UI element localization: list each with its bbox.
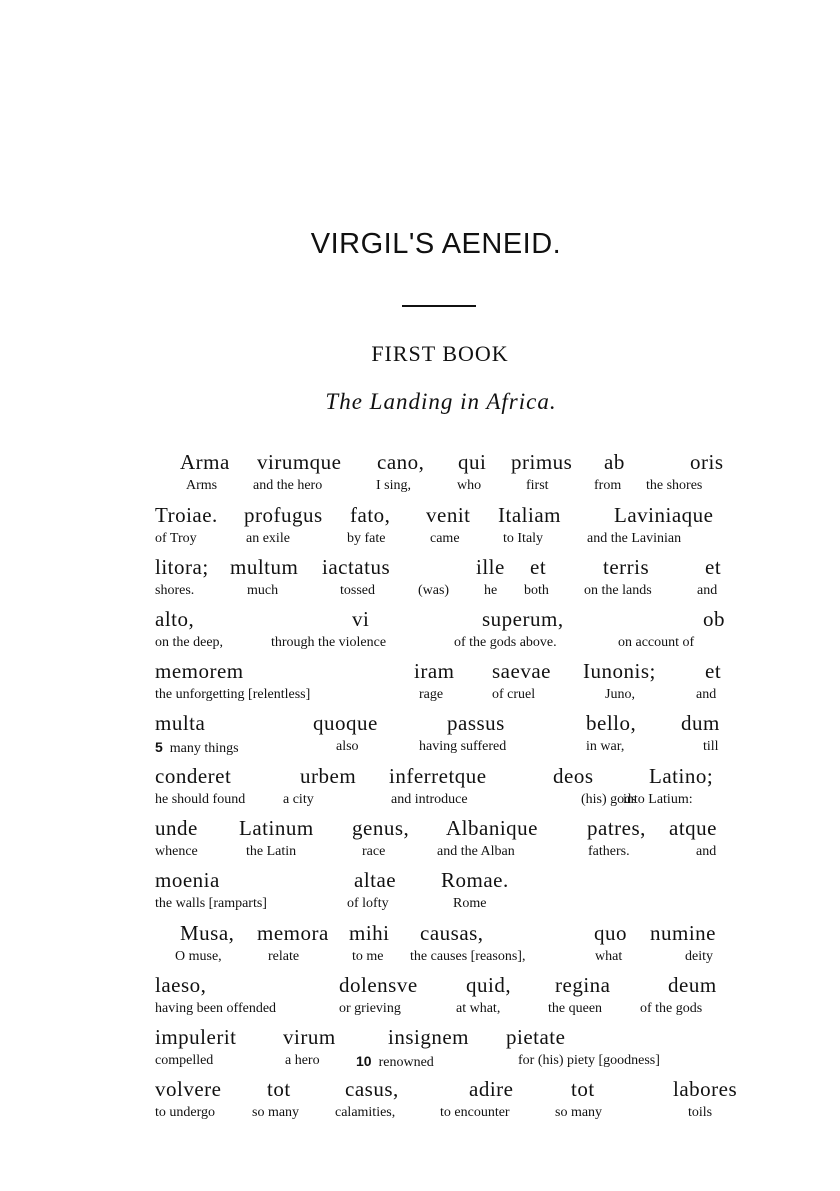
english-gloss: tossed xyxy=(340,583,375,598)
verse-line-11 xyxy=(0,973,840,1023)
latin-word-passus: passus xyxy=(447,711,505,735)
english-gloss: much xyxy=(247,583,279,598)
latin-word-latinum: Latinum xyxy=(239,816,314,840)
english-gloss: I sing, xyxy=(376,478,411,493)
english-gloss: whence xyxy=(155,844,198,859)
verse-line-7 xyxy=(0,764,840,814)
english-gloss: and xyxy=(696,844,717,859)
latin-word-qui: qui xyxy=(458,450,487,474)
english-gloss: Juno, xyxy=(605,687,635,702)
latin-word-iram: iram xyxy=(414,659,455,683)
english-gloss: also xyxy=(336,739,359,754)
latin-word-et: et xyxy=(530,555,547,579)
english-gloss: to me xyxy=(352,949,384,964)
latin-word-memora: memora xyxy=(257,921,329,945)
latin-word-moenia: moenia xyxy=(155,868,220,892)
section-subtitle: The Landing in Africa. xyxy=(325,389,557,414)
english-gloss: came xyxy=(430,531,460,546)
english-gloss: shores. xyxy=(155,583,195,598)
latin-word-altae: altae xyxy=(354,868,397,892)
english-gloss: an exile xyxy=(246,531,290,546)
latin-word-primus: primus xyxy=(511,450,573,474)
english-gloss: through the violence xyxy=(271,635,387,650)
latin-word-terris: terris xyxy=(603,555,650,579)
latin-word-impulerit: impulerit xyxy=(155,1025,237,1049)
english-gloss: of the gods xyxy=(640,1001,703,1016)
english-gloss: to undergo xyxy=(155,1105,216,1120)
english-gloss: and the Alban xyxy=(437,844,515,859)
english-gloss: what xyxy=(595,949,623,964)
latin-word-profugus: profugus xyxy=(244,503,323,527)
english-gloss: on the deep, xyxy=(155,635,224,650)
english-gloss: (his) gods xyxy=(581,792,637,807)
english-gloss: he should found xyxy=(155,792,246,807)
english-gloss: of cruel xyxy=(492,687,536,702)
verse-line-6 xyxy=(0,711,840,761)
english-gloss: from xyxy=(594,478,622,493)
english-gloss: the Latin xyxy=(246,844,297,859)
english-gloss-text: many things xyxy=(169,741,239,756)
english-gloss: on account of xyxy=(618,635,695,650)
english-gloss: calamities, xyxy=(335,1105,396,1120)
verse-line-9 xyxy=(0,868,840,918)
english-gloss: till xyxy=(703,739,719,754)
latin-word-unde: unde xyxy=(155,816,198,840)
english-gloss: both xyxy=(524,583,549,598)
english-gloss: of the gods above. xyxy=(454,635,557,650)
english-gloss: the queen xyxy=(548,1001,603,1016)
english-gloss: first xyxy=(526,478,549,493)
latin-word-insignem: insignem xyxy=(388,1025,469,1049)
english-gloss: of lofty xyxy=(347,896,389,911)
english-gloss: and xyxy=(696,687,717,702)
english-gloss: a hero xyxy=(285,1053,320,1068)
latin-word-atque: atque xyxy=(669,816,717,840)
page-title: VIRGIL'S AENEID. xyxy=(310,228,562,260)
latin-word-inferretque: inferretque xyxy=(389,764,487,788)
latin-word-deum: deum xyxy=(668,973,717,997)
verse-line-5 xyxy=(0,659,840,709)
latin-word-bello: bello, xyxy=(586,711,637,735)
latin-word-oris: oris xyxy=(690,450,724,474)
english-gloss: Arms xyxy=(186,478,218,493)
english-gloss: to Italy xyxy=(503,531,544,546)
english-gloss: for (his) piety [goodness] xyxy=(518,1053,660,1068)
english-gloss: and xyxy=(697,583,718,598)
latin-word-iactatus: iactatus xyxy=(322,555,391,579)
latin-word-venit: venit xyxy=(426,503,471,527)
english-gloss: (was) xyxy=(418,583,450,598)
latin-word-saevae: saevae xyxy=(492,659,551,683)
latin-word-cano: cano, xyxy=(377,450,425,474)
latin-word-superum: superum, xyxy=(482,607,564,631)
title-divider xyxy=(402,305,476,307)
english-gloss: deity xyxy=(685,949,713,964)
latin-word-quid: quid, xyxy=(466,973,512,997)
english-gloss: the causes [reasons], xyxy=(410,949,526,964)
english-gloss: relate xyxy=(268,949,300,964)
latin-word-laviniaque: Laviniaque xyxy=(614,503,714,527)
english-gloss: so many xyxy=(252,1105,300,1120)
latin-word-ab: ab xyxy=(604,450,625,474)
english-gloss: he xyxy=(484,583,498,598)
verse-line-4 xyxy=(0,607,840,657)
english-gloss: the shores xyxy=(646,478,703,493)
english-gloss: having been offended xyxy=(155,1001,277,1016)
line-number: 10 xyxy=(356,1053,372,1069)
latin-word-alto: alto, xyxy=(155,607,195,631)
latin-word-ille: ille xyxy=(476,555,505,579)
english-gloss: into Latium: xyxy=(623,792,693,807)
latin-word-italiam: Italiam xyxy=(498,503,561,527)
english-gloss: by fate xyxy=(347,531,386,546)
english-gloss: the walls [ramparts] xyxy=(155,896,267,911)
english-gloss-text: renowned xyxy=(378,1055,434,1070)
latin-word-iunonis: Iunonis; xyxy=(583,659,656,683)
latin-word-deos: deos xyxy=(553,764,594,788)
english-gloss: having suffered xyxy=(419,739,507,754)
english-gloss xyxy=(356,1053,434,1071)
latin-word-patres: patres, xyxy=(587,816,646,840)
latin-word-numine: numine xyxy=(650,921,716,945)
english-gloss: a city xyxy=(283,792,314,807)
latin-word-urbem: urbem xyxy=(300,764,357,788)
english-gloss: in war, xyxy=(586,739,625,754)
latin-word-pietate: pietate xyxy=(506,1025,566,1049)
latin-word-vi: vi xyxy=(352,607,370,631)
english-gloss: and the Lavinian xyxy=(587,531,682,546)
latin-word-albanique: Albanique xyxy=(446,816,538,840)
latin-word-troiae: Troiae. xyxy=(155,503,218,527)
latin-word-romae: Romae. xyxy=(441,868,509,892)
latin-word-casus: casus, xyxy=(345,1077,399,1101)
english-gloss: fathers. xyxy=(588,844,630,859)
latin-word-dolensve: dolensve xyxy=(339,973,418,997)
latin-word-quoque: quoque xyxy=(313,711,378,735)
latin-word-virum: virum xyxy=(283,1025,336,1049)
english-gloss xyxy=(155,739,239,757)
latin-word-multum: multum xyxy=(230,555,299,579)
english-gloss: so many xyxy=(555,1105,603,1120)
latin-word-conderet: conderet xyxy=(155,764,232,788)
english-gloss: compelled xyxy=(155,1053,214,1068)
latin-word-genus: genus, xyxy=(352,816,410,840)
english-gloss: rage xyxy=(419,687,444,702)
latin-word-adire: adire xyxy=(469,1077,514,1101)
latin-word-multa: multa xyxy=(155,711,206,735)
english-gloss: and the hero xyxy=(253,478,323,493)
english-gloss: who xyxy=(457,478,482,493)
latin-word-virumque: virumque xyxy=(257,450,342,474)
english-gloss: O muse, xyxy=(175,949,222,964)
latin-word-labores: labores xyxy=(673,1077,738,1101)
verse-line-12 xyxy=(0,1025,840,1075)
verse-line-3 xyxy=(0,555,840,605)
english-gloss: the unforgetting [relentless] xyxy=(155,687,311,702)
english-gloss: of Troy xyxy=(155,531,197,546)
verse-line-13 xyxy=(0,1077,840,1127)
english-gloss: and introduce xyxy=(391,792,468,807)
english-gloss: race xyxy=(362,844,386,859)
english-gloss: at what, xyxy=(456,1001,501,1016)
line-number: 5 xyxy=(155,739,163,755)
english-gloss: on the lands xyxy=(584,583,652,598)
latin-word-quo: quo xyxy=(594,921,627,945)
book-heading: FIRST BOOK xyxy=(371,341,509,366)
latin-word-litora: litora; xyxy=(155,555,209,579)
latin-word-tot: tot xyxy=(267,1077,291,1101)
verse-line-1 xyxy=(0,450,840,500)
latin-word-mihi: mihi xyxy=(349,921,390,945)
english-gloss: to encounter xyxy=(440,1105,510,1120)
latin-word-latino: Latino; xyxy=(649,764,714,788)
verse-line-10 xyxy=(0,921,840,971)
latin-word-et: et xyxy=(705,555,722,579)
latin-word-dum: dum xyxy=(681,711,720,735)
latin-word-musa: Musa, xyxy=(180,921,235,945)
latin-word-causas: causas, xyxy=(420,921,484,945)
latin-word-et: et xyxy=(705,659,722,683)
latin-word-arma: Arma xyxy=(180,450,230,474)
latin-word-laeso: laeso, xyxy=(155,973,207,997)
english-gloss: or grieving xyxy=(339,1001,401,1016)
latin-word-ob: ob xyxy=(703,607,725,631)
latin-word-memorem: memorem xyxy=(155,659,244,683)
latin-word-tot: tot xyxy=(571,1077,595,1101)
verse-line-2 xyxy=(0,503,840,553)
latin-word-regina: regina xyxy=(555,973,611,997)
latin-word-fato: fato, xyxy=(350,503,391,527)
verse-line-8 xyxy=(0,816,840,866)
english-gloss: Rome xyxy=(453,896,487,911)
english-gloss: toils xyxy=(688,1105,713,1120)
latin-word-volvere: volvere xyxy=(155,1077,222,1101)
